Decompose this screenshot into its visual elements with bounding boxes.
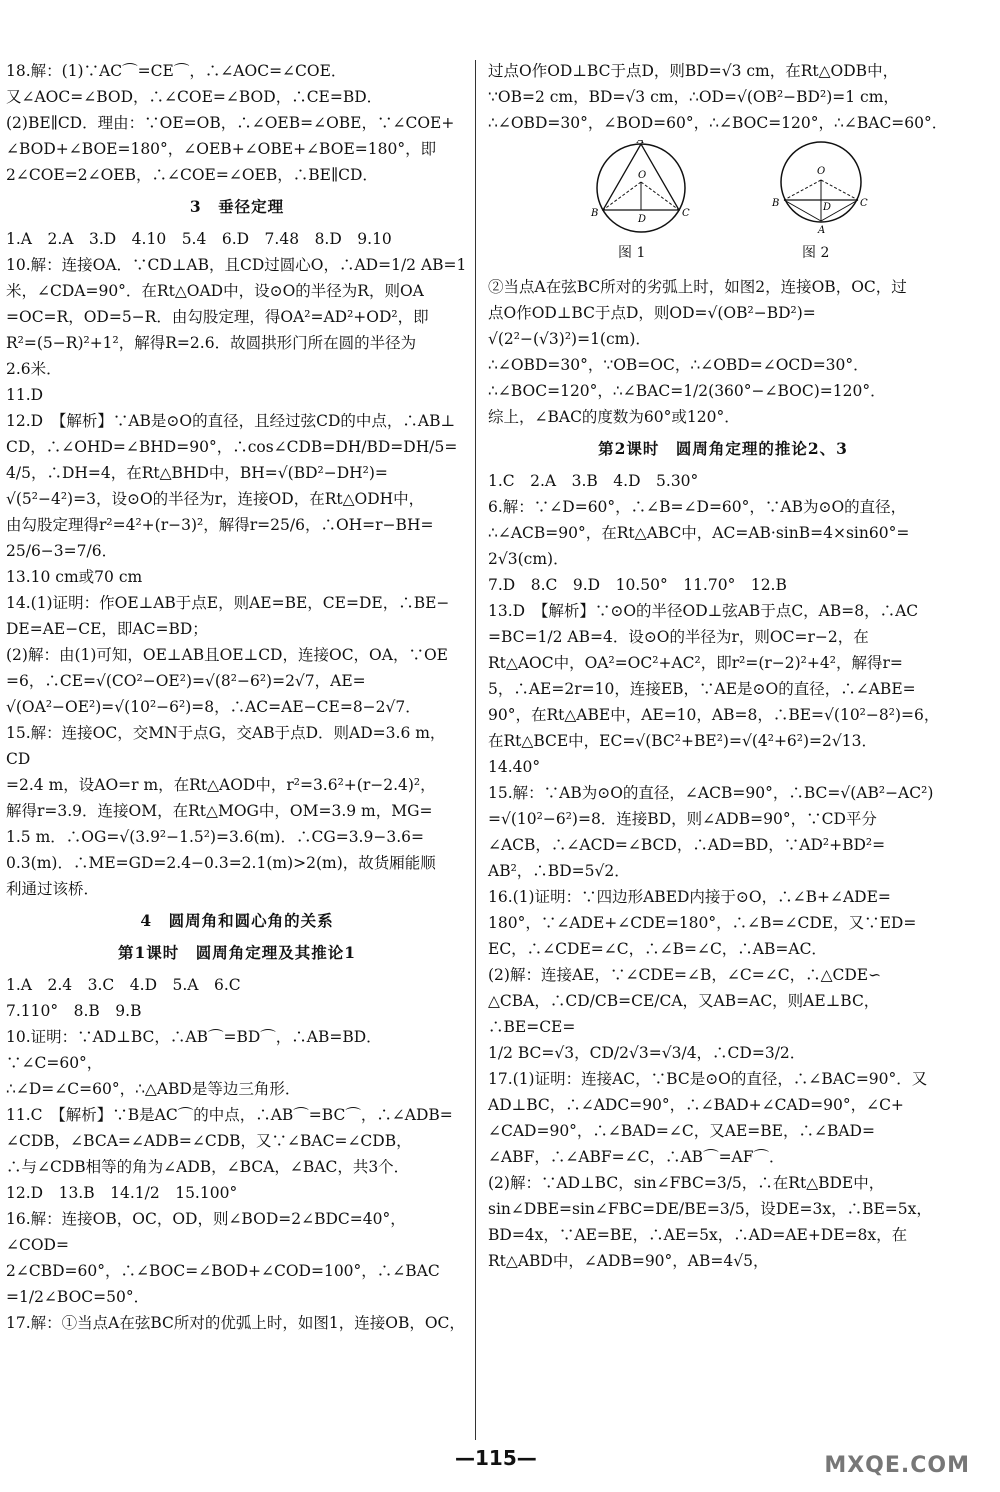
answer-line: 2√3(cm)．: [488, 550, 569, 568]
svg-text:A: A: [637, 140, 645, 146]
answer-line: ∴∠OBD=30°，∠BOD=60°，∴∠BOC=120°，∴∠BAC=60°．: [488, 114, 948, 132]
svg-text:O: O: [638, 170, 647, 181]
answer-line: 12.D 13.B 14.1/2 15.100°: [6, 1184, 238, 1202]
answer-line: BD=4x，∵AE=BE，∴AE=5x，∴AD=AE+DE=8x，在: [488, 1226, 908, 1244]
answer-line: 5，∴AE=2r=10，连接EB，∵AE是⊙O的直径，∴∠ABE=: [488, 680, 916, 698]
figure-2: [766, 140, 876, 248]
watermark-logo: MXQE.COM: [824, 1453, 970, 1478]
answer-line: =BC=1/2 AB=4．设⊙O的半径为r，则OC=r−2，在: [488, 628, 869, 646]
answer-line: 1.A 2.4 3.C 4.D 5.A 6.C: [6, 976, 241, 994]
answer-line: 17.(1)证明：连接AC，∵BC是⊙O的直径，∴∠BAC=90°．又: [488, 1070, 928, 1088]
column-divider: [475, 60, 476, 1440]
answer-line: 综上，∠BAC的度数为60°或120°．: [488, 408, 740, 426]
answer-line: √(2²−(√3)²)=1(cm)．: [488, 330, 651, 348]
answer-line: sin∠DBE=sin∠FBC=DE/BE=3/5，设DE=3x，∴BE=5x，: [488, 1200, 932, 1218]
answer-line: 2.6米．: [6, 360, 62, 378]
svg-text:C: C: [860, 198, 868, 209]
answer-line: 90°，在Rt△ABE中，AE=10，AB=8，∴BE=√(10²−8²)=6，: [488, 706, 940, 724]
figure-1-caption: 图 1: [618, 245, 646, 261]
answer-line: (2)解：连接AE，∵∠CDE=∠B，∠C=∠C，∴△CDE∽: [488, 966, 882, 984]
answer-line: R²=(5−R)²+1²，解得R=2.6．故圆拱形门所在圆的半径为: [6, 334, 417, 352]
answer-line: ∠BOD+∠BOE=180°，∠OEB+∠OBE+∠BOE=180°，即: [6, 140, 437, 158]
answer-line: AD⊥BC，∴∠ADC=90°，∴∠BAD+∠CAD=90°，∠C+: [488, 1096, 904, 1114]
answer-line: DE=AE−CE，即AC=BD；: [6, 620, 208, 638]
svg-text:B: B: [772, 198, 780, 209]
answer-line: 过点O作OD⊥BC于点D，则BD=√3 cm，在Rt△ODB中，: [488, 62, 899, 80]
svg-text:C: C: [682, 208, 690, 219]
section-heading: 4 圆周角和圆心角的关系: [140, 911, 334, 930]
answer-line: Rt△AOC中，OA²=OC²+AC²，即r²=(r−2)²+4²，解得r=: [488, 654, 903, 672]
answer-line: 16.解：连接OB，OC，OD，则∠BOD=2∠BDC=40°，∠COD=: [6, 1210, 406, 1254]
answer-line: 4/5，∴DH=4，在Rt△BHD中，BH=√(BD²−DH²)=: [6, 464, 388, 482]
answer-line: ∠ABF，∴∠ABF=∠C，∴AB⌒=AF⌒．: [488, 1148, 785, 1166]
right-top-text: [488, 58, 958, 136]
answer-line: 14.40°: [488, 758, 541, 776]
answer-line: 又∠AOC=∠BOD，∴∠COE=∠BOD，∴CE=BD．: [6, 88, 383, 106]
figure-2-caption: 图 2: [802, 245, 830, 261]
answer-line: 15.解：连接OC，交MN于点G，交AB于点D．则AD=3.6 m，CD: [6, 724, 446, 768]
answer-line: 1.A 2.A 3.D 4.10 5.4 6.D 7.48 8.D 9.10: [6, 230, 392, 248]
answer-line: Rt△ABD中，∠ADB=90°，AB=4√5，: [488, 1252, 769, 1270]
answer-line: 由勾股定理得r²=4²+(r−3)²，解得r=25/6，∴OH=r−BH=: [6, 516, 434, 534]
answer-line: 0.3(m)．∴ME=GD=2.4−0.3=2.1(m)>2(m)，故货厢能顺: [6, 854, 436, 872]
answer-line: 1/2 BC=√3，CD/2√3=√3/4，∴CD=3/2．: [488, 1044, 806, 1062]
svg-text:B: B: [591, 208, 599, 219]
answer-line: 25/6−3=7/6．: [6, 542, 118, 560]
left-column: [6, 58, 468, 1336]
answer-line: 7.D 8.C 9.D 10.50° 11.70° 12.B: [488, 576, 787, 594]
answer-line: ∴与∠CDB相等的角为∠ADB，∠BCA，∠BAC，共3个．: [6, 1158, 410, 1176]
answer-line: (2)解：由(1)可知，OE⊥AB且OE⊥CD，连接OC，OA，∵OE: [6, 646, 448, 664]
answer-line: 11.C 【解析】∵B是AC⌒的中点，∴AB⌒=BC⌒，∴∠ADB=: [6, 1106, 453, 1124]
answer-line: 16.(1)证明：∵四边形ABED内接于⊙O，∴∠B+∠ADE=: [488, 888, 891, 906]
answer-line: ②当点A在弦BC所对的劣弧上时，如图2，连接OB，OC，过: [488, 278, 907, 296]
answer-line: ∵OB=2 cm，BD=√3 cm，∴OD=√(OB²−BD²)=1 cm，: [488, 88, 899, 106]
answer-line: AB²，∴BD=5√2．: [488, 862, 630, 880]
svg-text:D: D: [638, 214, 647, 225]
answer-line: 17.解：①当点A在弦BC所对的优弧上时，如图1，连接OB，OC，: [6, 1314, 465, 1332]
answer-line: 13.10 cm或70 cm: [6, 568, 143, 586]
answer-line: 10.证明：∵AD⊥BC，∴AB⌒=BD⌒，∴AB=BD．∵∠C=60°，: [6, 1028, 382, 1072]
circle-diagram-icon: [586, 140, 696, 240]
answer-line: 180°，∵∠ADE+∠CDE=180°，∴∠B=∠CDE，又∵ED=: [488, 914, 917, 932]
answer-line: 14.(1)证明：作OE⊥AB于点E，则AE=BE，CE=DE，∴BE−: [6, 594, 450, 612]
answer-line: (2)BE∥CD．理由：∵OE=OB，∴∠OEB=∠OBE，∵∠COE+: [6, 114, 455, 132]
page-number: —115—: [455, 1446, 537, 1470]
answer-line: 利通过该桥．: [6, 880, 100, 898]
figure-1: [586, 140, 696, 248]
answer-line: ∴∠ACB=90°，在Rt△ABC中，AC=AB·sinB=4×sin60°=: [488, 524, 910, 542]
answer-line: =1/2∠BOC=50°．: [6, 1288, 150, 1306]
svg-text:O: O: [817, 166, 826, 177]
answer-line: √(5²−4²)=3，设⊙O的半径为r，连接OD，在Rt△ODH中，: [6, 490, 425, 508]
answer-line: ∴∠BOC=120°，∴∠BAC=1/2(360°−∠BOC)=120°．: [488, 382, 886, 400]
answer-line: 10.解：连接OA．∵CD⊥AB，且CD过圆心O，∴AD=1/2 AB=1: [6, 256, 467, 274]
answer-line: EC，∴∠CDE=∠C，∴∠B=∠C，∴AB=AC．: [488, 940, 827, 958]
answer-line: 15.解：∵AB为⊙O的直径，∠ACB=90°，∴BC=√(AB²−AC²): [488, 784, 934, 802]
answer-line: 12.D 【解析】∵AB是⊙O的直径，且经过弦CD的中点，∴AB⊥: [6, 412, 456, 430]
answer-line: =√(10²−6²)=8．连接BD，则∠ADB=90°，∵CD平分: [488, 810, 877, 828]
answer-line: 18.解：(1)∵AC⌒=CE⌒，∴∠AOC=∠COE．: [6, 62, 347, 80]
section-heading: 3 垂径定理: [189, 197, 285, 216]
svg-text:D: D: [823, 202, 832, 213]
answer-line: ∠ACB，∴∠ACD=∠BCD，∴AD=BD，∵AD²+BD²=: [488, 836, 886, 854]
answer-line: 在Rt△BCE中，EC=√(BC²+BE²)=√(4²+6²)=2√13．: [488, 732, 878, 750]
right-column: [488, 58, 958, 1274]
answer-line: 2∠COE=2∠OEB，∴∠COE=∠OEB，∴BE∥CD．: [6, 166, 378, 184]
section-heading: 第1课时 圆周角定理及其推论1: [117, 943, 357, 962]
answer-line: ∴∠OBD=30°，∵OB=OC，∴∠OBD=∠OCD=30°．: [488, 356, 869, 374]
answer-line: 7.110° 8.B 9.B: [6, 1002, 142, 1020]
answer-line: ∠CDB，∠BCA=∠ADB=∠CDB，又∵∠BAC=∠CDB，: [6, 1132, 412, 1150]
figures: [488, 140, 958, 270]
answer-line: △CBA，∴CD/CB=CE/CA，又AB=AC，则AE⊥BC，∴BE=CE=: [488, 992, 880, 1036]
answer-line: 米，∠CDA=90°．在Rt△OAD中，设⊙O的半径为R，则OA: [6, 282, 424, 300]
answer-line: 2∠CBD=60°，∴∠BOC=∠BOD+∠COD=100°，∴∠BAC: [6, 1262, 440, 1280]
answer-line: 13.D 【解析】∵⊙O的半径OD⊥弦AB于点C，AB=8，∴AC: [488, 602, 919, 620]
answer-line: (2)解：∵AD⊥BC，sin∠FBC=3/5，∴在Rt△BDE中，: [488, 1174, 885, 1192]
right-bottom-text: [488, 274, 958, 1274]
answer-line: √(OA²−OE²)=√(10²−6²)=8，∴AC=AE−CE=8−2√7．: [6, 698, 421, 716]
answer-line: 6.解：∵∠D=60°，∴∠B=∠D=60°，∵AB为⊙O的直径，: [488, 498, 907, 516]
answer-line: ∴∠D=∠C=60°，∴△ABD是等边三角形．: [6, 1080, 301, 1098]
answer-line: 1.5 m．∴OG=√(3.9²−1.5²)=3.6(m)．∴CG=3.9−3.6=: [6, 828, 424, 846]
answer-line: 点O作OD⊥BC于点D，则OD=√(OB²−BD²)=: [488, 304, 816, 322]
circle-diagram-icon: [766, 140, 876, 240]
answer-line: CD，∴∠OHD=∠BHD=90°，∴cos∠CDB=DH/BD=DH/5=: [6, 438, 458, 456]
answer-line: =OC=R，OD=5−R．由勾股定理，得OA²=AD²+OD²，即: [6, 308, 429, 326]
answer-line: ∠CAD=90°，∴∠BAD=∠C，又AE=BE，∴∠BAD=: [488, 1122, 875, 1140]
answer-line: 11.D: [6, 386, 44, 404]
answer-line: =6，∴CE=√(CO²−OE²)=√(8²−6²)=2√7，AE=: [6, 672, 366, 690]
answer-line: 1.C 2.A 3.B 4.D 5.30°: [488, 472, 699, 490]
section-heading: 第2课时 圆周角定理的推论2、3: [598, 439, 848, 458]
answer-line: 解得r=3.9．连接OM，在Rt△MOG中，OM=3.9 m，MG=: [6, 802, 433, 820]
svg-text:A: A: [818, 225, 826, 236]
answer-line: =2.4 m，设AO=r m，在Rt△AOD中，r²=3.6²+(r−2.4)²，: [6, 776, 436, 794]
